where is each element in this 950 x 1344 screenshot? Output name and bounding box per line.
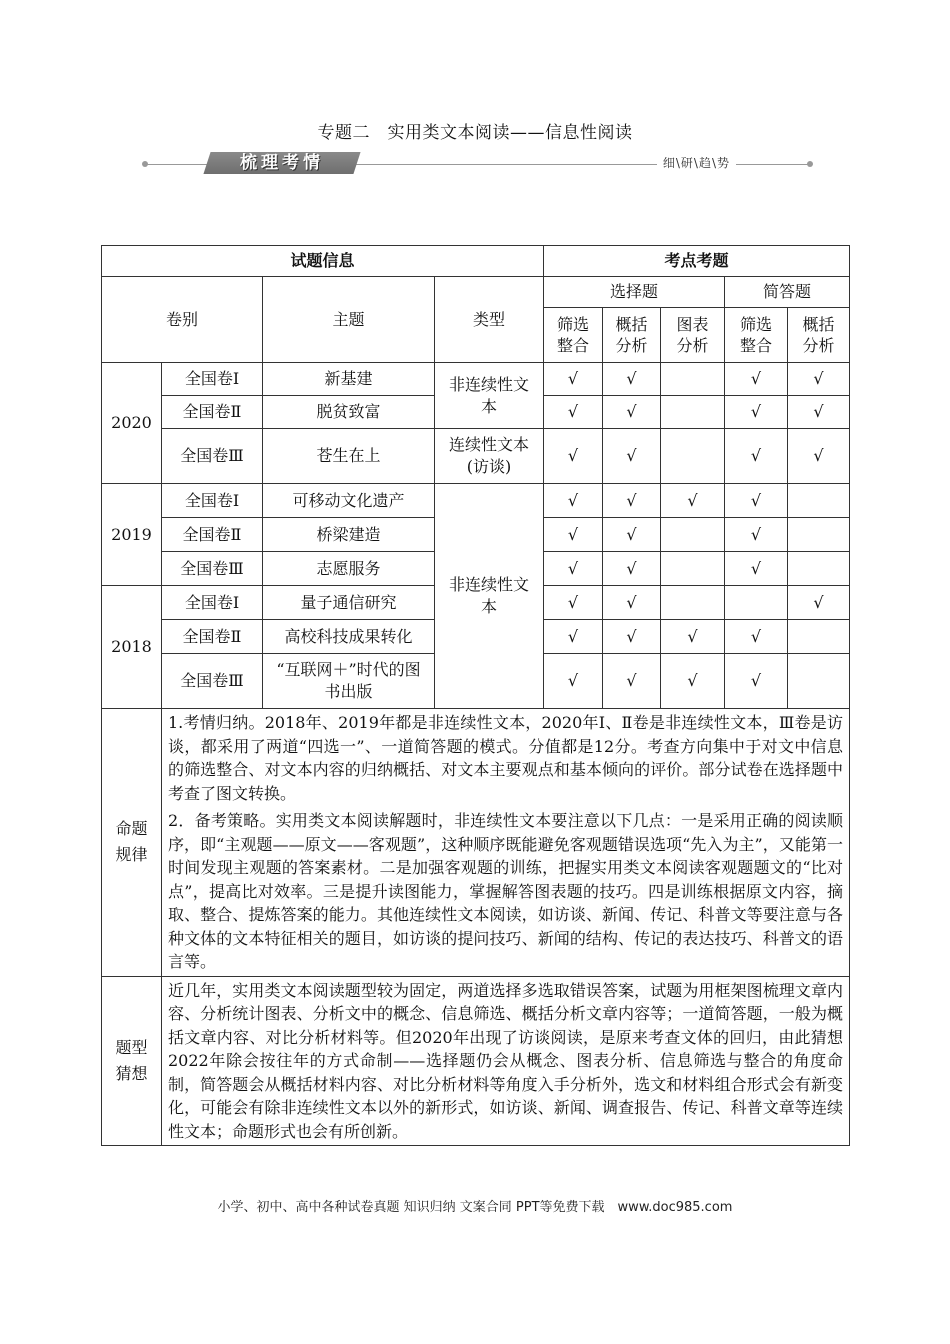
mark-cell — [661, 518, 725, 552]
table-header-row — [102, 246, 850, 277]
mark-cell: √ — [725, 654, 788, 709]
mark-cell: √ — [603, 552, 661, 586]
year-cell: 2019 — [102, 484, 162, 586]
theme-cell: 苍生在上 — [263, 429, 435, 484]
subcol: 概括分析 — [603, 308, 661, 363]
mark-cell: √ — [544, 620, 603, 654]
mark-cell — [661, 396, 725, 429]
theme-cell: 脱贫致富 — [263, 396, 435, 429]
mark-cell: √ — [725, 484, 788, 518]
mark-cell — [661, 363, 725, 396]
mark-cell: √ — [603, 484, 661, 518]
table-row — [102, 429, 850, 484]
theme-cell: 新基建 — [263, 363, 435, 396]
theme-cell: 高校科技成果转化 — [263, 620, 435, 654]
mark-cell: √ — [603, 654, 661, 709]
mark-cell — [788, 552, 850, 586]
header-info: 试题信息 — [102, 246, 544, 277]
type-cell: 非连续性文本 — [435, 484, 544, 709]
exam-analysis-table — [101, 245, 850, 1146]
rules-paragraph-1: 1.考情归纳。2018年、2019年都是非连续性文本，2020年Ⅰ、Ⅱ卷是非连续性文本，Ⅲ卷是访谈，都采用了两道“四选一”、一道简答题的模式。分值都是12分。考查方向集中于对文中信息的筛选整合、对文本内容的归纳概括、对文本主要观点和基本倾向的评价。部分试卷在选择题中考查了图文转换。 — [168, 713, 844, 803]
subcol: 筛选整合 — [544, 308, 603, 363]
subcol: 概括分析 — [788, 308, 850, 363]
mark-cell: √ — [544, 484, 603, 518]
mark-cell — [661, 552, 725, 586]
header-exam: 考点考题 — [544, 246, 850, 277]
table-row — [102, 484, 850, 518]
mark-cell: √ — [544, 586, 603, 620]
mark-cell: √ — [788, 396, 850, 429]
page-title: 专题二 实用类文本阅读——信息性阅读 — [317, 123, 633, 143]
rules-label: 命题规律 — [102, 709, 162, 977]
volume-cell: 全国卷Ⅲ — [162, 654, 263, 709]
col-volume: 卷别 — [102, 277, 263, 363]
volume-cell: 全国卷Ⅱ — [162, 396, 263, 429]
mark-cell: √ — [725, 396, 788, 429]
volume-cell: 全国卷Ⅲ — [162, 552, 263, 586]
section-banner — [145, 150, 810, 182]
mark-cell — [788, 484, 850, 518]
year-cell: 2018 — [102, 586, 162, 709]
mark-cell: √ — [603, 363, 661, 396]
mark-cell: √ — [603, 518, 661, 552]
banner-dot-right — [807, 161, 813, 167]
guess-label: 题型猜想 — [102, 976, 162, 1146]
volume-cell: 全国卷Ⅰ — [162, 586, 263, 620]
rules-content — [162, 709, 850, 977]
subcol: 图表分析 — [661, 308, 725, 363]
mark-cell: √ — [788, 363, 850, 396]
mark-cell: √ — [788, 429, 850, 484]
theme-cell: 志愿服务 — [263, 552, 435, 586]
banner-label: 梳理考情 — [240, 153, 324, 173]
mark-cell — [725, 586, 788, 620]
mark-cell — [788, 518, 850, 552]
mark-cell: √ — [544, 363, 603, 396]
mark-cell: √ — [725, 363, 788, 396]
mark-cell: √ — [544, 654, 603, 709]
mark-cell: √ — [725, 620, 788, 654]
mark-cell — [788, 620, 850, 654]
year-cell: 2020 — [102, 363, 162, 484]
page-footer: 小学、初中、高中各种试卷真题 知识归纳 文案合同 PPT等免费下载 www.doc985.com — [217, 1200, 733, 1215]
mark-cell: √ — [661, 620, 725, 654]
volume-cell: 全国卷Ⅱ — [162, 518, 263, 552]
theme-cell: “互联网＋”时代的图书出版 — [263, 654, 435, 709]
guess-content: 近几年，实用类文本阅读题型较为固定，两道选择多选取错误答案，试题为用框架图梳理文章内容、分析统计图表、分析文中的概念、信息筛选、概括分析文章内容等；一道简答题，一般为概括文章内容、对比分析材料等。但2020年出现了访谈阅读，是原来考查文体的回归，由此猜想2022年除会按往年的方式命制——选择题仍会从概念、图表分析、信息筛选与整合的角度命制，简答题会从概括材料内容、对比分析材料等角度入手分析外，选文和材料组合形式会有新变化，可能会有除非连续性文本以外的新形式，如访谈、新闻、调查报告、传记、科普文章等连续性文本；命题形式也会有所创新。 — [162, 976, 850, 1146]
col-theme: 主题 — [263, 277, 435, 363]
volume-cell: 全国卷Ⅲ — [162, 429, 263, 484]
mark-cell: √ — [725, 518, 788, 552]
theme-cell: 量子通信研究 — [263, 586, 435, 620]
banner-right-text: 细\研\趋\势 — [657, 154, 736, 171]
theme-cell: 可移动文化遗产 — [263, 484, 435, 518]
mark-cell: √ — [544, 429, 603, 484]
mark-cell: √ — [661, 654, 725, 709]
mark-cell: √ — [661, 484, 725, 518]
subcol: 筛选整合 — [725, 308, 788, 363]
mark-cell — [788, 654, 850, 709]
banner-dot-left — [142, 161, 148, 167]
mark-cell: √ — [725, 552, 788, 586]
mark-cell — [661, 586, 725, 620]
mark-cell: √ — [725, 429, 788, 484]
mark-cell — [661, 429, 725, 484]
mark-cell: √ — [544, 552, 603, 586]
mark-cell: √ — [603, 586, 661, 620]
table-row — [102, 363, 850, 396]
rules-row — [102, 709, 850, 977]
mark-cell: √ — [603, 396, 661, 429]
group-short: 简答题 — [725, 277, 850, 308]
volume-cell: 全国卷Ⅱ — [162, 620, 263, 654]
volume-cell: 全国卷Ⅰ — [162, 484, 263, 518]
mark-cell: √ — [603, 429, 661, 484]
mark-cell: √ — [603, 620, 661, 654]
mark-cell: √ — [544, 518, 603, 552]
mark-cell: √ — [788, 586, 850, 620]
col-type: 类型 — [435, 277, 544, 363]
type-cell: 连续性文本(访谈) — [435, 429, 544, 484]
volume-cell: 全国卷Ⅰ — [162, 363, 263, 396]
table-subheader-row — [102, 277, 850, 308]
guess-row — [102, 976, 850, 1146]
type-cell: 非连续性文本 — [435, 363, 544, 429]
mark-cell: √ — [544, 396, 603, 429]
group-choice: 选择题 — [544, 277, 725, 308]
rules-paragraph-2: 2．备考策略。实用类文本阅读解题时，非连续性文本要注意以下几点：一是采用正确的阅读顺序，即“主观题——原文——客观题”，这种顺序既能避免客观题错误选项“先入为主”，又能第一时间发现主观题的答案素材。二是加强客观题的训练，把握实用类文本阅读客观题题文的“比对点”，提高比对效率。三是提升读图能力，掌握解答图表题的技巧。四是训练根据原文内容，摘取、整合、提炼答案的能力。其他连续性文本阅读，如访谈、新闻、传记、科普文等要注意与各种文体的文本特征相关的题目，如访谈的提问技巧、新闻的结构、传记的表达技巧、科普文的语言等。 — [168, 811, 844, 971]
theme-cell: 桥梁建造 — [263, 518, 435, 552]
